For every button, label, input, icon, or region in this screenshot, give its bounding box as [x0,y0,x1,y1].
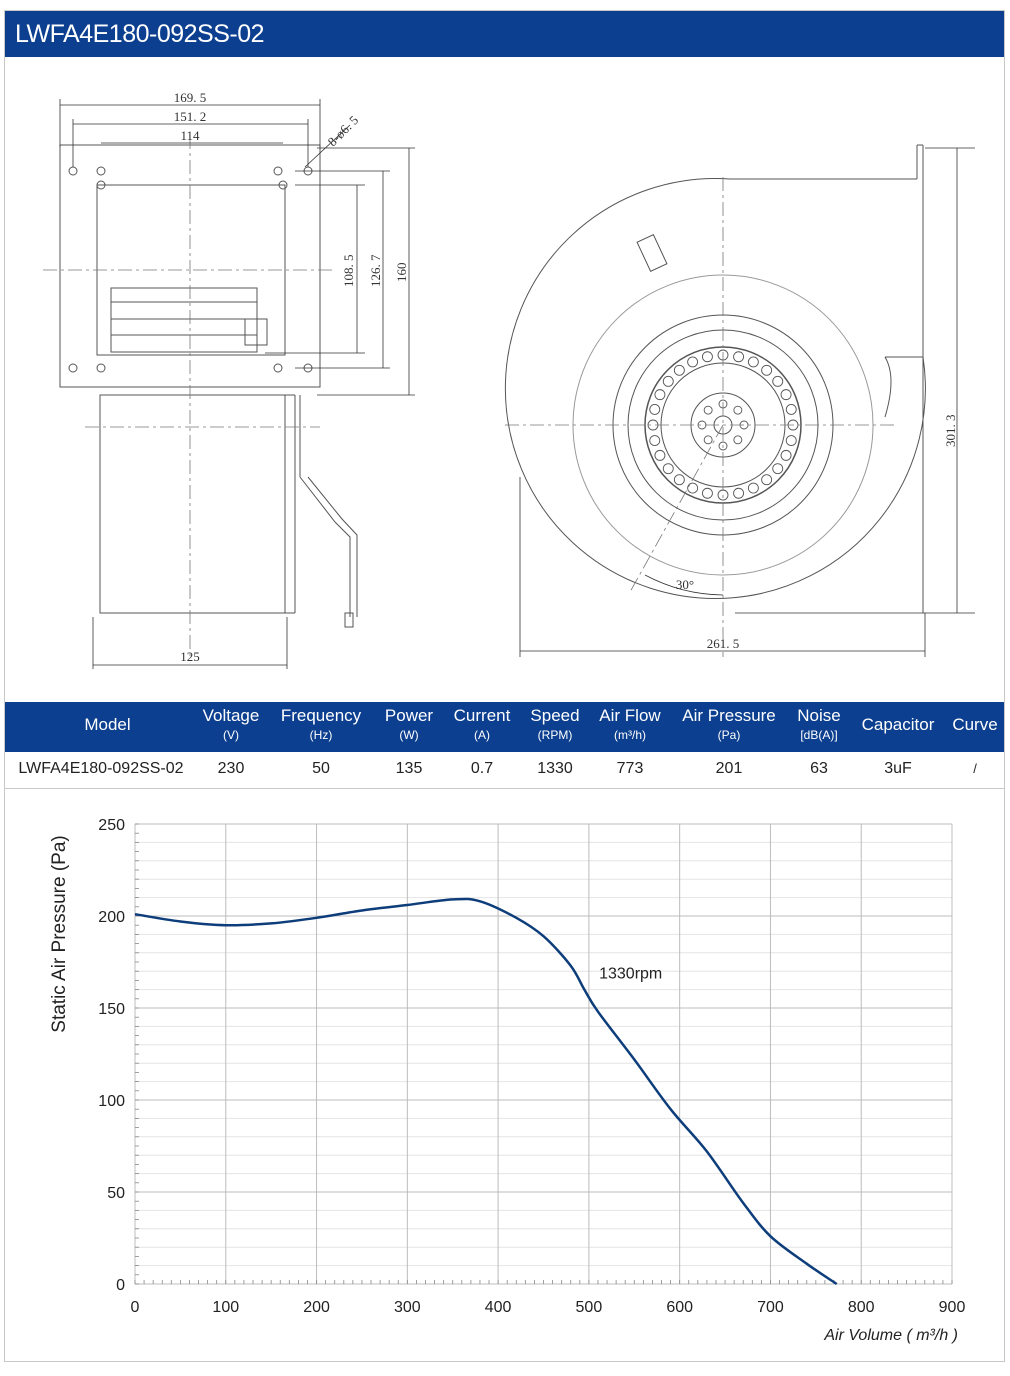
mount-hole [97,364,105,372]
header-current: Current (A) [453,706,511,742]
blade-hole [781,390,791,400]
cell-air-pressure: 201 [715,760,743,777]
blade-hole [674,365,684,375]
blade-hole [786,404,796,414]
title-bar [5,11,1004,57]
volute-scroll [505,178,925,598]
dim-169: 169. 5 [173,90,207,105]
drawing-svg [5,57,1004,702]
x-tick-label: 300 [393,1299,421,1316]
cell-power: 135 [395,760,423,777]
cell-air-flow: 773 [616,760,644,777]
mount-hole [97,167,105,175]
dim-126: 126. 7 [368,254,383,287]
y-tick-label: 0 [116,1277,125,1294]
y-tick-label: 50 [107,1185,125,1202]
cell-speed: 1330 [537,760,573,777]
blade-hole [674,475,684,485]
cell-capacitor: 3uF [884,760,912,777]
header-frequency: Frequency (Hz) [280,706,362,742]
x-axis-label: Air Volume ( m³/h ) [824,1327,958,1344]
chart-series [135,899,837,1284]
blade-hole [748,483,758,493]
hub-hole [704,406,712,414]
cell-model: LWFA4E180-092SS-02 [18,760,184,777]
blade-hole [655,390,665,400]
hub-hole [704,436,712,444]
blade-hole [702,488,712,498]
dim-125: 125 [180,649,200,664]
technical-drawing [5,57,1004,702]
header-power: Power (W) [384,706,434,742]
cell-current: 0.7 [470,760,494,777]
blade-hole [663,376,673,386]
x-tick-label: 600 [666,1299,694,1316]
dim-160: 160 [394,262,409,282]
blade-hole [734,488,744,498]
cell-noise: 63 [810,760,828,777]
mount-hole [69,167,77,175]
blade-hole [655,450,665,460]
header-curve: Curve [952,715,998,734]
blade-hole [650,404,660,414]
chart-svg [5,789,1004,1361]
label-plate [637,235,667,272]
blade-hole [781,450,791,460]
y-tick-label: 250 [98,817,125,834]
header-noise: Noise [dB(A)] [797,706,841,742]
x-tick-label: 100 [212,1299,240,1316]
blade-hole [786,436,796,446]
y-tick-label: 200 [98,909,125,926]
x-tick-label: 0 [130,1299,140,1316]
blade-hole [663,464,673,474]
dim-angle: 30° [675,577,695,592]
dim-holes: 8-ø6. 5 [324,112,362,150]
blade-hole [702,352,712,362]
dim-301: 301. 3 [943,414,958,447]
blade-hole [688,357,698,367]
motor-body [111,288,257,352]
dim-108: 108. 5 [341,254,356,287]
header-speed: Speed (RPM) [530,706,580,742]
mount-hole [274,364,282,372]
mount-hole [69,364,77,372]
blade-hole [734,352,744,362]
x-tick-label: 200 [303,1299,330,1316]
blade-hole [773,464,783,474]
blade-hole [688,483,698,493]
x-tick-label: 800 [847,1299,875,1316]
spec-table-row [5,752,1004,789]
housing-side [100,395,285,613]
x-tick-label: 400 [484,1299,512,1316]
mount-hole [274,167,282,175]
blade-hole [773,376,783,386]
header-voltage: Voltage (V) [202,706,260,742]
spec-table-header [5,702,1004,752]
x-tick-label: 700 [757,1299,784,1316]
cell-voltage: 230 [217,760,245,777]
x-tick-label: 500 [575,1299,603,1316]
x-tick-label: 900 [938,1299,966,1316]
hub-hole [734,406,742,414]
curve-annotation: 1330rpm [599,965,663,983]
header-air-pressure: Air Pressure (Pa) [682,706,776,742]
page-title: LWFA4E180-092SS-02 [15,20,265,48]
y-tick-label: 100 [98,1093,125,1110]
blade-hole [650,436,660,446]
hub-hole [734,436,742,444]
chart-grid [135,824,952,1284]
series-line-1330rpm [135,899,837,1284]
blade-hole [762,475,772,485]
blade-hole [748,357,758,367]
dim-261: 261. 5 [706,636,740,651]
y-axis-label: Static Air Pressure (Pa) [49,835,70,1033]
chart-ticks [98,817,965,1316]
dim-151: 151. 2 [173,109,207,124]
cell-frequency: 50 [312,760,330,777]
performance-chart [5,789,1004,1361]
y-tick-label: 150 [98,1001,125,1018]
cell-curve: / [973,761,977,776]
header-air-flow: Air Flow (m³/h) [599,706,661,742]
header-model: Model [84,715,131,734]
dim-114: 114 [180,128,200,143]
blade-hole [762,365,772,375]
header-capacitor: Capacitor [861,715,935,734]
